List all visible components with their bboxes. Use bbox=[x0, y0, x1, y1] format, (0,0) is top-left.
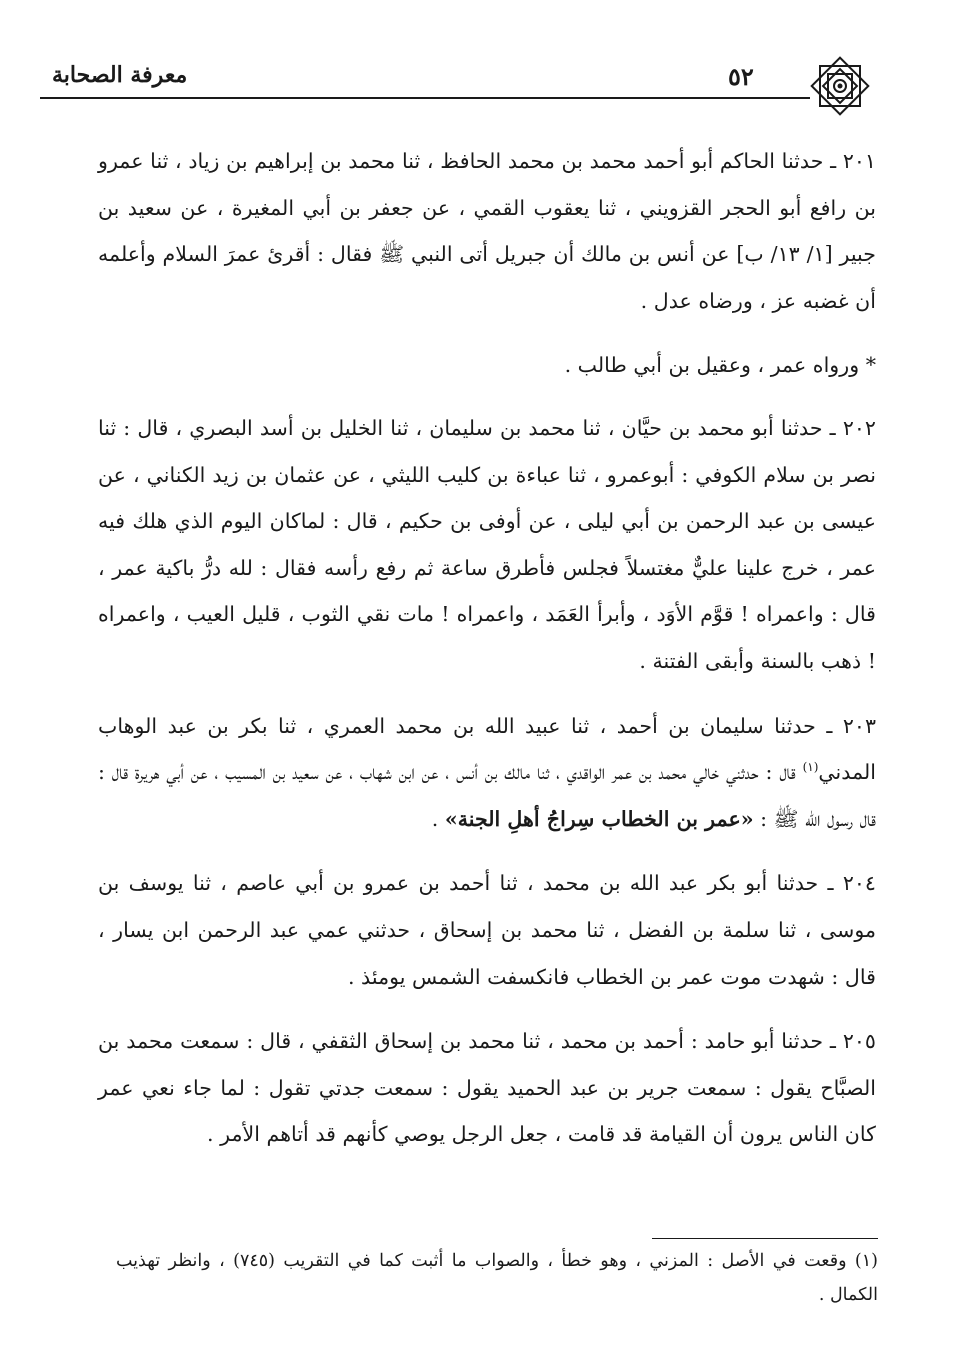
hadith-quote: «عمر بن الخطاب سِراجُ أهلِ الجنة» bbox=[444, 806, 754, 831]
star-ornament-icon bbox=[808, 54, 872, 118]
paragraph-text: حدثنا سليمان بن أحمد ، ثنا عبيد الله بن محمد العمري ، ثنا بكر بن عبد الوهاب المدني bbox=[98, 713, 876, 785]
hadith-paragraph-202: ٢٠٢ ـ حدثنا أبو محمد بن حيَّان ، ثنا محمد بن سليمان ، ثنا الخليل بن أسد البصري ، قال : ثنا نصر بن سلام الكوفي : أبوعمرو ، ثنا عباءة بن كليب الليثي ، عن عثمان بن زيد الكناني ، عن عيسى بن عبد الرحمن بن أبي ليلى ، عن أوفى بن حكيم ، قال : لماكان اليوم الذي هلك فيه عمر ، خرج علينا عليٌّ مغتسلاً فجلس فأطرق ساعة ثم رفع رأسه فقال : لله درُّ باكية عمر ، قال : واعمراه ! قوَّم الأوَد ، وأبرأ العَمَد ، واعمراه ! مات نقي الثوب ، قليل العيب ، واعمراه ! ذهب بالسنة وأبقى الفتنة . bbox=[98, 415, 876, 673]
footnote-marker: (١) bbox=[854, 1251, 878, 1271]
hadith-paragraph-201: ٢٠١ ـ حدثنا الحاكم أبو أحمد محمد بن محمد الحافظ ، ثنا محمد بن إبراهيم بن زياد ، ثنا عمرو بن رافع أبو الحجر القزويني ، ثنا يعقوب القمي ، عن جعفر بن أبي المغيرة ، عن سعيد بن جبير [١/ ١٣/ ب] عن أنس بن مالك أن جبريل أتى النبي ﷺ فقال : أقرئ عمرَ السلام وأعلمه أن غضبه عز ، ورضاه عدل . bbox=[98, 149, 877, 313]
paragraph-end: . bbox=[431, 806, 445, 831]
paragraph-number: ٢٠١ bbox=[842, 149, 876, 173]
footnote bbox=[116, 1244, 878, 1312]
paragraph-text: حدثنا أبو بكر عبد الله بن محمد ، ثنا أحمد بن عمرو بن أبي عاصم ، ثنا يوسف بن موسى ، ثنا سلمة بن الفضل ، ثنا محمد بن إسحاق ، حدثني عمي عبد الرحمن ابن يسار ، قال : شهدت موت عمر بن الخطاب فانكسفت الشمس يومئذ . bbox=[98, 871, 876, 989]
hadith-paragraph-204: ٢٠٤ ـ حدثنا أبو بكر عبد الله بن محمد ، ثنا أحمد بن عمرو بن أبي عاصم ، ثنا يوسف بن موسى ، ثنا سلمة بن الفضل ، ثنا محمد بن إسحاق ، حدثني عمي عبد الرحمن ابن يسار ، قال : شهدت موت عمر بن الخطاب فانكسفت الشمس يومئذ . bbox=[98, 871, 876, 989]
footnote-text: وقعت في الأصل : المزني ، وهو خطأ ، والصواب ما أثبت كما في التقريب (٧٤٥) ، وانظر تهذيب الكمال . bbox=[116, 1251, 878, 1305]
main-text bbox=[98, 138, 876, 1176]
paragraph-text: * ورواه عمر ، وعقيل بن أبي طالب . bbox=[564, 353, 876, 378]
hadith-paragraph-203: ٢٠٣ ـ حدثنا سليمان بن أحمد ، ثنا عبيد الله بن محمد العمري ، ثنا بكر بن عبد الوهاب المدني$^{(١)}$ قال : حدثني خالي محمد بن عمر الواقدي ، ثنا مالك بن أنس ، عن ابن شهاب ، عن سعيد بن المسيب ، عن أبي هريرة قال : قال رسول الله ﷺ : «عمر بن الخطاب سِراجُ أهلِ الجنة» . bbox=[98, 713, 877, 831]
paragraph-text: قال : حدثني خالي محمد بن عمر الواقدي ، ثنا مالك بن أنس ، عن ابن شهاب ، عن سعيد بن المسيب ، عن أبي هريرة قال : قال رسول الله ﷺ : bbox=[98, 760, 876, 831]
paragraph-text: حدثنا أبو حامد : أحمد بن محمد ، ثنا محمد بن إسحاق الثقفي ، قال : سمعت محمد بن الصبَّاح يقول : سمعت جرير بن عبد الحميد يقول : سمعت جدتي تقول : لما جاء نعي عمر كان الناس يرون أن القيامة قد قامت ، جعل الرجل يوصي كأنهم قد أتاهم الأمر . bbox=[98, 1029, 876, 1147]
hadith-paragraph-205: ٢٠٥ ـ حدثنا أبو حامد : أحمد بن محمد ، ثنا محمد بن إسحاق الثقفي ، قال : سمعت محمد بن الصبَّاح يقول : سمعت جرير بن عبد الحميد يقول : سمعت جدتي تقول : لما جاء نعي عمر كان الناس يرون أن القيامة قد قامت ، جعل الرجل يوصي كأنهم قد أتاهم الأمر . bbox=[98, 1029, 876, 1147]
paragraph-number: ٢٠٢ bbox=[842, 415, 876, 440]
paragraph-text: حدثنا الحاكم أبو أحمد محمد بن محمد الحافظ ، ثنا محمد بن إبراهيم بن زياد ، ثنا عمرو بن رافع أبو الحجر القزويني ، ثنا يعقوب القمي ، عن جعفر بن أبي المغيرة ، عن سعيد بن جبير [١/ ١٣/ ب] عن أنس بن مالك أن جبريل أتى النبي ﷺ فقال : أقرئ عمرَ السلام وأعلمه أن غضبه عز ، ورضاه عدل . bbox=[98, 149, 877, 313]
page-number: ٥٢ bbox=[728, 62, 754, 91]
paragraph-number: ٢٠٣ bbox=[842, 713, 877, 738]
running-title: معرفة الصحابة bbox=[52, 62, 188, 88]
note-paragraph bbox=[98, 342, 876, 389]
footnote-marker: (١) bbox=[802, 760, 819, 775]
header-rule bbox=[40, 97, 810, 99]
paragraph-text: حدثنا أبو محمد بن حيَّان ، ثنا محمد بن سليمان ، ثنا الخليل بن أسد البصري ، قال : ثنا نصر بن سلام الكوفي : أبوعمرو ، ثنا عباءة بن كليب الليثي ، عن عثمان بن زيد الكناني ، عن عيسى بن عبد الرحمن بن أبي ليلى ، عن أوفى بن حكيم ، قال : لماكان اليوم الذي هلك فيه عمر ، خرج علينا عليٌّ مغتسلاً فجلس فأطرق ساعة ثم رفع رأسه فقال : لله درُّ باكية عمر ، قال : واعمراه ! قوَّم الأوَد ، وأبرأ العَمَد ، واعمراه ! مات نقي الثوب ، قليل العيب ، واعمراه ! ذهب بالسنة وأبقى الفتنة . bbox=[98, 415, 876, 673]
paragraph-number: ٢٠٤ bbox=[842, 871, 876, 896]
footnote-rule bbox=[652, 1238, 878, 1239]
footnotes bbox=[116, 1244, 878, 1312]
paragraph-number: ٢٠٥ bbox=[842, 1029, 876, 1054]
